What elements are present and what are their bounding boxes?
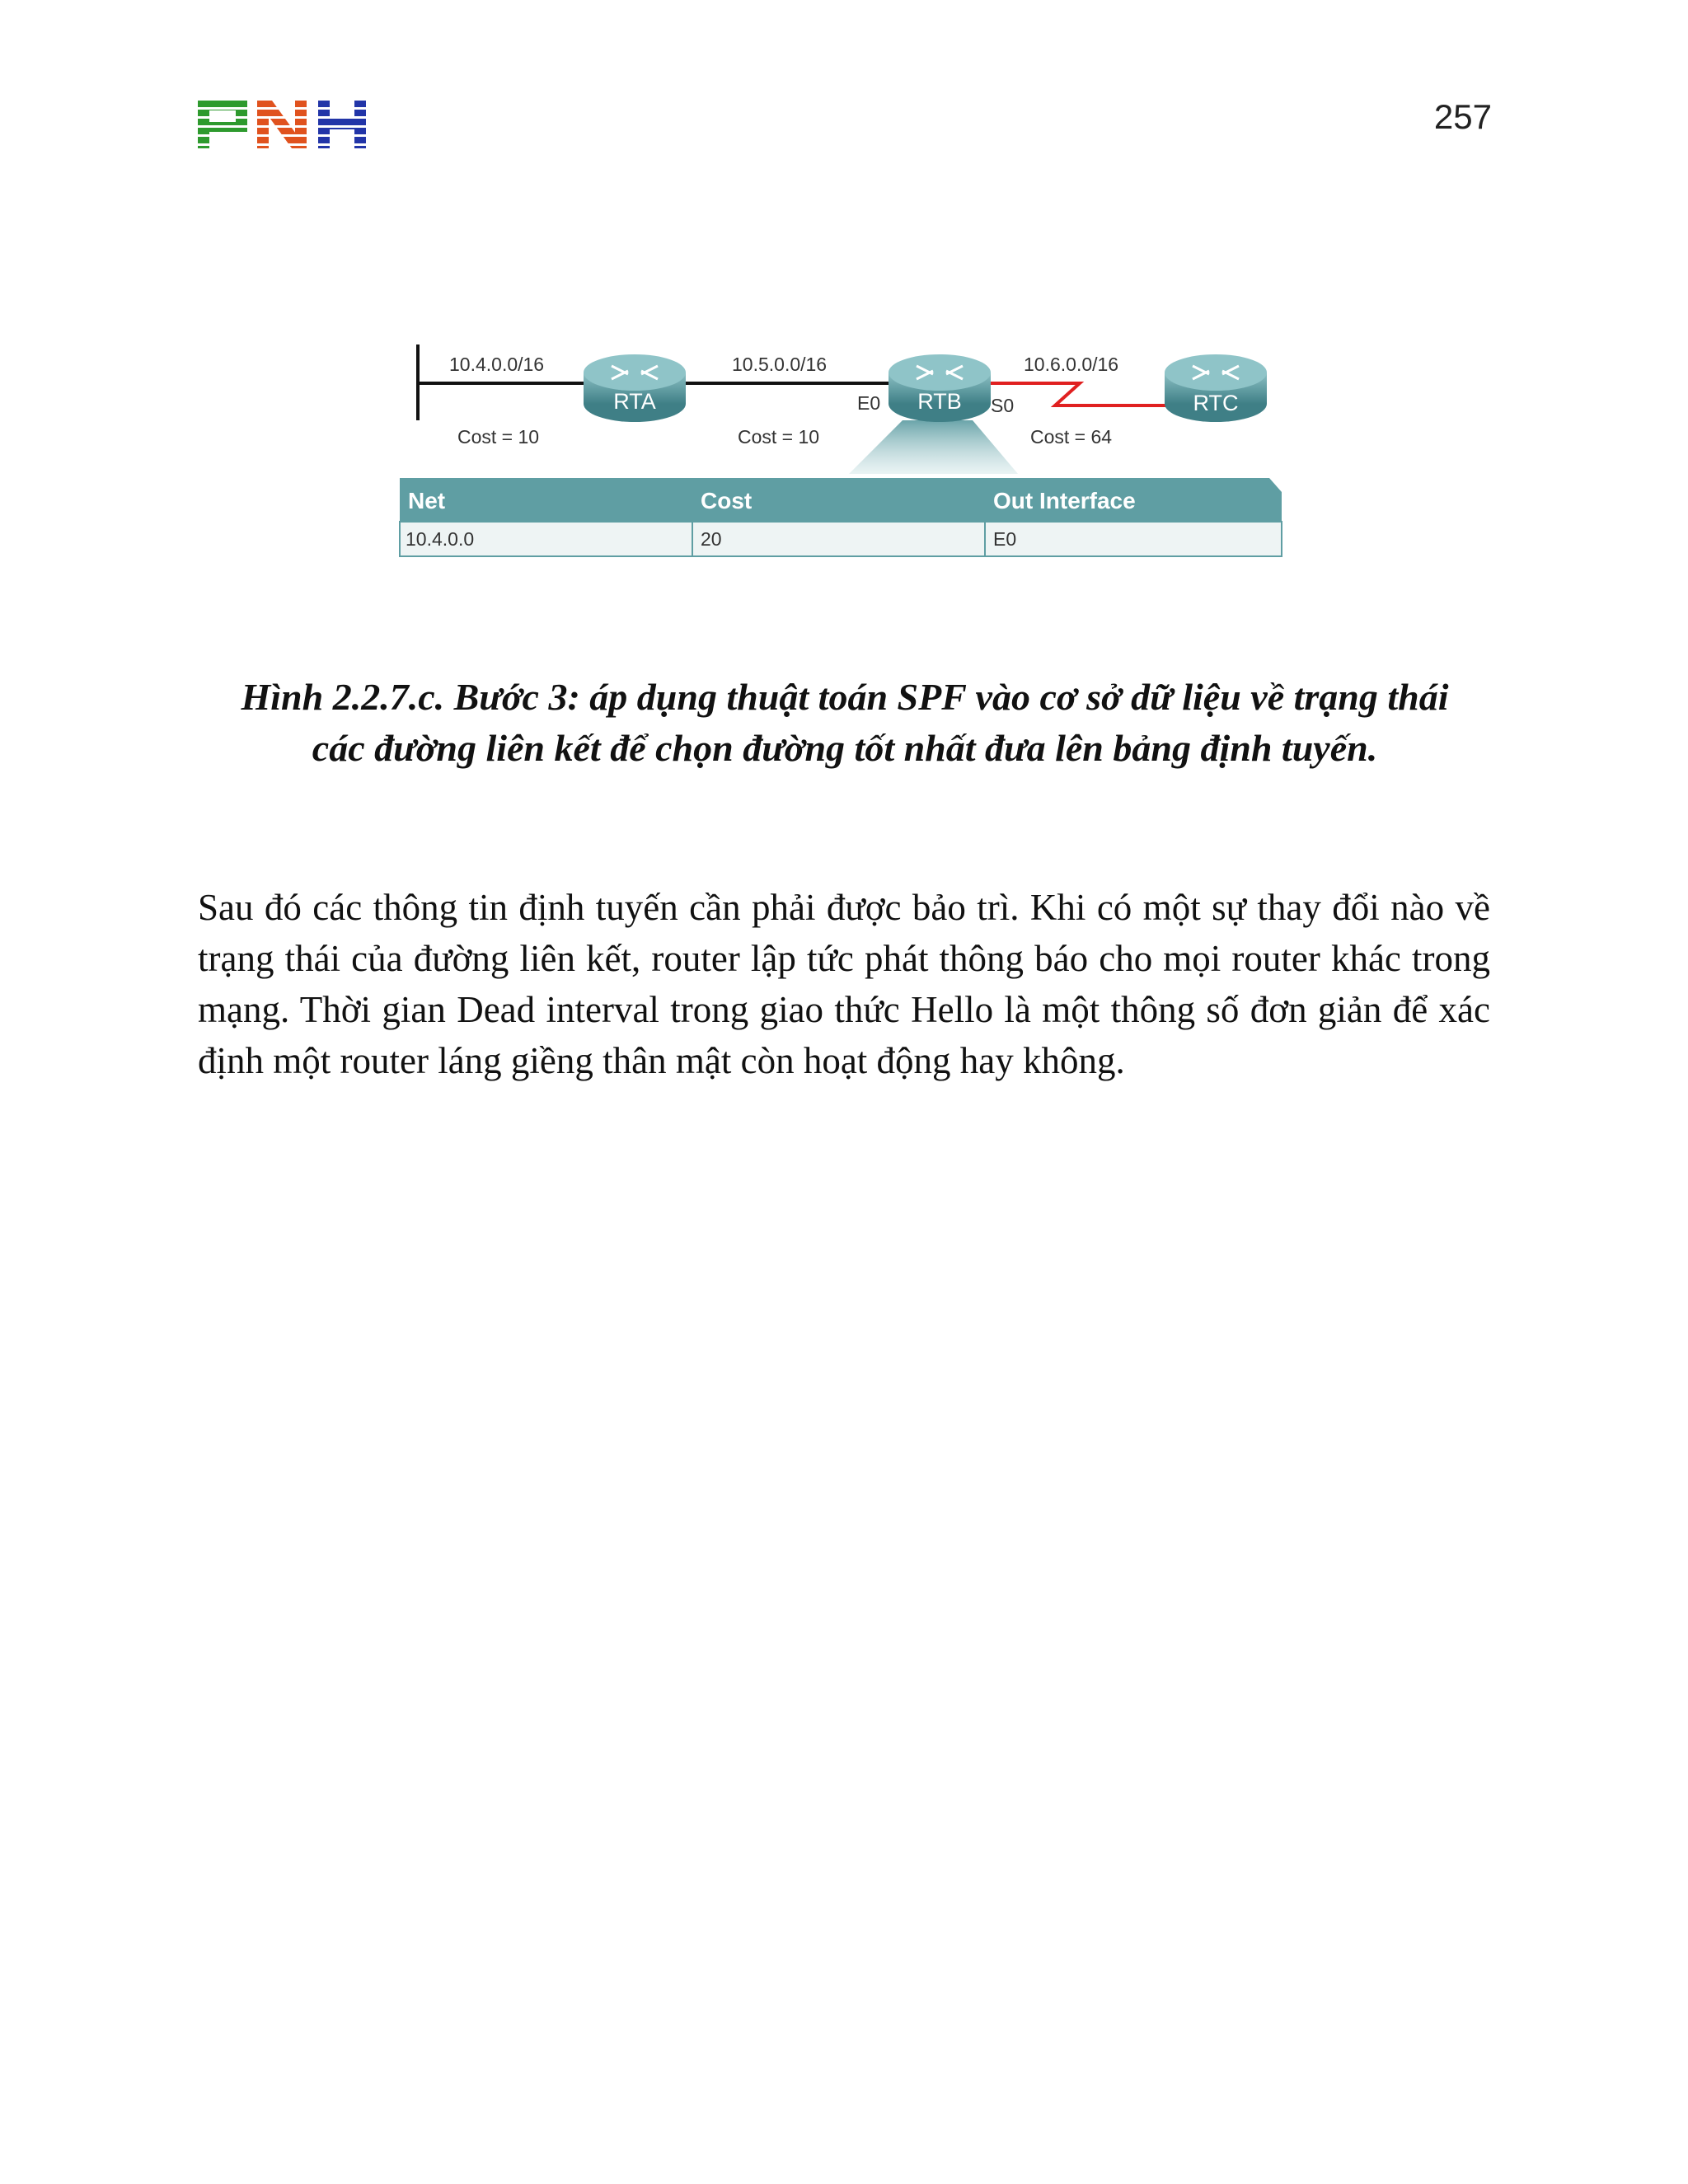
table-cell-cost: 20 — [701, 528, 722, 550]
route-table-header — [400, 478, 1282, 522]
ospf-network-diagram — [396, 330, 1302, 577]
router-label-rtc: RTC — [1193, 391, 1239, 415]
table-cell-net: 10.4.0.0 — [406, 528, 475, 550]
figure-caption — [198, 672, 1492, 774]
interface-label-s0: S0 — [991, 395, 1015, 416]
route-table-beam — [849, 420, 1018, 474]
table-cell-interface: E0 — [993, 528, 1017, 550]
interface-label-e0: E0 — [857, 392, 881, 414]
network-label-1: 10.4.0.0/16 — [449, 354, 545, 375]
cost-label-3: Cost = 64 — [1030, 426, 1113, 448]
cost-label-2: Cost = 10 — [738, 426, 820, 448]
body-paragraph: Sau đó các thông tin định tuyến cần phải được bảo trì. Khi có một sự thay đổi nào về trạng thái của đường liên kết, router lập tức phát thông báo cho mọi router khác trong mạng. Thời gian Dead interval trong giao thức Hello là một thông số đơn giản để xác định một router láng giềng thân mật còn hoạt động hay không. — [198, 887, 1490, 1081]
router-label-rta: RTA — [613, 389, 656, 414]
router-label-rtb: RTB — [917, 389, 962, 414]
network-label-2: 10.5.0.0/16 — [732, 354, 828, 375]
table-header-net: Net — [408, 488, 446, 513]
route-table-body — [400, 522, 1282, 556]
serial-link-10-6 — [989, 383, 1166, 405]
caption-line-2: các đường liên kết để chọn đường tốt nhất đưa lên bảng định tuyến. — [312, 727, 1378, 769]
caption-line-1: Hình 2.2.7.c. Bước 3: áp dụng thuật toán SPF vào cơ sở dữ liệu về trạng thái — [241, 676, 1449, 718]
table-header-out-interface: Out Interface — [993, 488, 1136, 513]
pnh-logo — [198, 101, 367, 148]
cost-label-1: Cost = 10 — [457, 426, 540, 448]
table-header-cost: Cost — [701, 488, 753, 513]
network-label-3: 10.6.0.0/16 — [1024, 354, 1119, 375]
page-number: 257 — [1433, 97, 1492, 136]
